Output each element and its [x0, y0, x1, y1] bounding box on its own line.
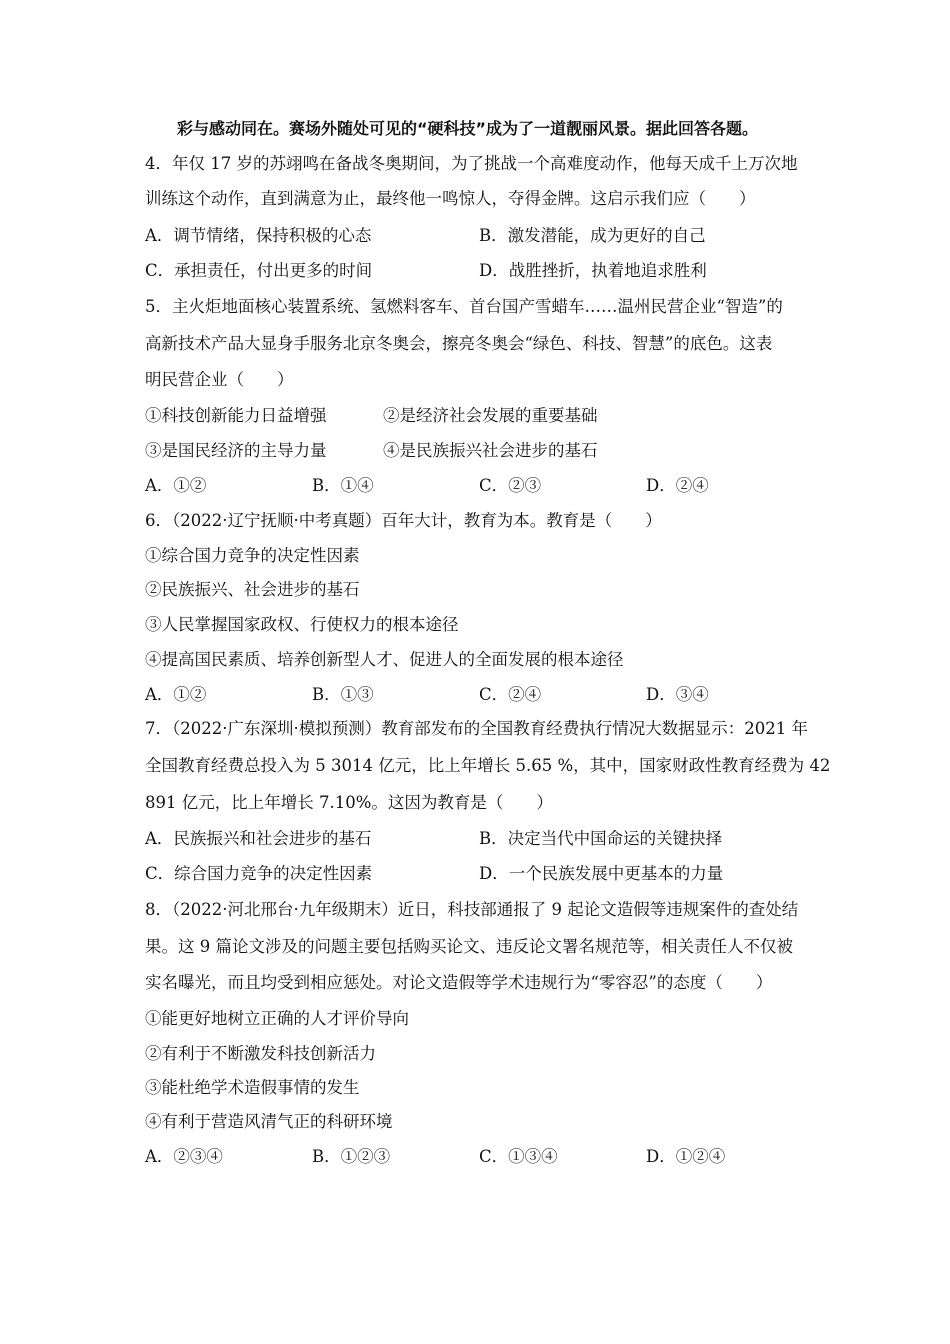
- q5-stem-line-1: 5．主火炬地面核心装置系统、氢燃料客车、首台国产雪蜡车……温州民营企业“智造”的: [145, 297, 783, 316]
- q6-item-4: ④提高国民素质、培养创新型人才、促进人的全面发展的根本途径: [145, 650, 624, 669]
- q7-option-a: A．民族振兴和社会进步的基石: [145, 829, 372, 848]
- q6-option-a: A．①②: [145, 685, 207, 704]
- q6-item-1: ①综合国力竞争的决定性因素: [145, 546, 360, 565]
- q8-stem-line-3: 实名曝光，而且均受到相应惩处。对论文造假等学术违规行为“零容忍”的态度（ ）: [145, 973, 773, 992]
- passage-intro: 彩与感动同在。赛场外随处可见的“硬科技”成为了一道靓丽风景。据此回答各题。: [177, 119, 759, 138]
- q6-option-b: B．①③: [312, 685, 374, 704]
- q5-stem-line-3: 明民营企业（ ）: [145, 370, 294, 389]
- q6-stem-line-1: 6．（2022·辽宁抚顺·中考真题）百年大计，教育为本。教育是（ ）: [145, 511, 662, 530]
- q6-option-d: D．③④: [646, 685, 709, 704]
- q8-option-d: D．①②④: [646, 1147, 726, 1166]
- q6-item-3: ③人民掌握国家政权、行使权力的根本途径: [145, 615, 459, 634]
- q4-stem-line-1: 4．年仅 17 岁的苏翊鸣在备战冬奥期间，为了挑战一个高难度动作，他每天成千上万次地: [145, 154, 798, 173]
- q7-stem-line-3: 891 亿元，比上年增长 7.10%。这因为教育是（ ）: [145, 793, 553, 812]
- q5-option-d: D．②④: [646, 476, 709, 495]
- q8-item-4: ④有利于营造风清气正的科研环境: [145, 1112, 393, 1131]
- q4-option-a: A．调节情绪，保持积极的心态: [145, 226, 372, 245]
- q8-item-1: ①能更好地树立正确的人才评价导向: [145, 1009, 409, 1028]
- q5-option-c: C．②③: [479, 476, 542, 495]
- q5-item-4: ④是民族振兴社会进步的基石: [383, 441, 598, 460]
- q8-option-a: A．②③④: [145, 1147, 223, 1166]
- q6-item-2: ②民族振兴、社会进步的基石: [145, 580, 360, 599]
- q6-option-c: C．②④: [479, 685, 542, 704]
- q5-item-2: ②是经济社会发展的重要基础: [383, 406, 598, 425]
- q5-item-3: ③是国民经济的主导力量: [145, 441, 327, 460]
- q8-item-3: ③能杜绝学术造假事情的发生: [145, 1078, 360, 1097]
- q4-option-b: B．激发潜能，成为更好的自己: [479, 226, 706, 245]
- q5-option-a: A．①②: [145, 476, 207, 495]
- q4-stem-line-2: 训练这个动作，直到满意为止，最终他一鸣惊人，夺得金牌。这启示我们应（ ）: [145, 189, 756, 208]
- q8-option-c: C．①③④: [479, 1147, 558, 1166]
- q7-stem-line-2: 全国教育经费总投入为 5 3014 亿元，比上年增长 5.65 %，其中，国家财政性教育经费为 42: [145, 756, 831, 775]
- q4-option-d: D．战胜挫折，执着地追求胜利: [479, 261, 707, 280]
- q5-item-1: ①科技创新能力日益增强: [145, 406, 327, 425]
- q7-stem-line-1: 7．（2022·广东深圳·模拟预测）教育部发布的全国教育经费执行情况大数据显示：2021 年: [145, 719, 808, 738]
- q7-option-c: C．综合国力竞争的决定性因素: [145, 864, 373, 883]
- q8-option-b: B．①②③: [312, 1147, 391, 1166]
- q4-option-c: C．承担责任，付出更多的时间: [145, 261, 373, 280]
- q8-item-2: ②有利于不断激发科技创新活力: [145, 1044, 376, 1063]
- q7-option-b: B．决定当代中国命运的关键抉择: [479, 829, 723, 848]
- q8-stem-line-1: 8．（2022·河北邢台·九年级期末）近日，科技部通报了 9 起论文造假等违规案件的查处结: [145, 900, 799, 919]
- q7-option-d: D．一个民族发展中更基本的力量: [479, 864, 724, 883]
- q5-option-b: B．①④: [312, 476, 374, 495]
- q8-stem-line-2: 果。这 9 篇论文涉及的问题主要包括购买论文、违反论文署名规范等，相关责任人不仅被: [145, 937, 793, 956]
- q5-stem-line-2: 高新技术产品大显身手服务北京冬奥会，擦亮冬奥会“绿色、科技、智慧”的底色。这表: [145, 334, 773, 353]
